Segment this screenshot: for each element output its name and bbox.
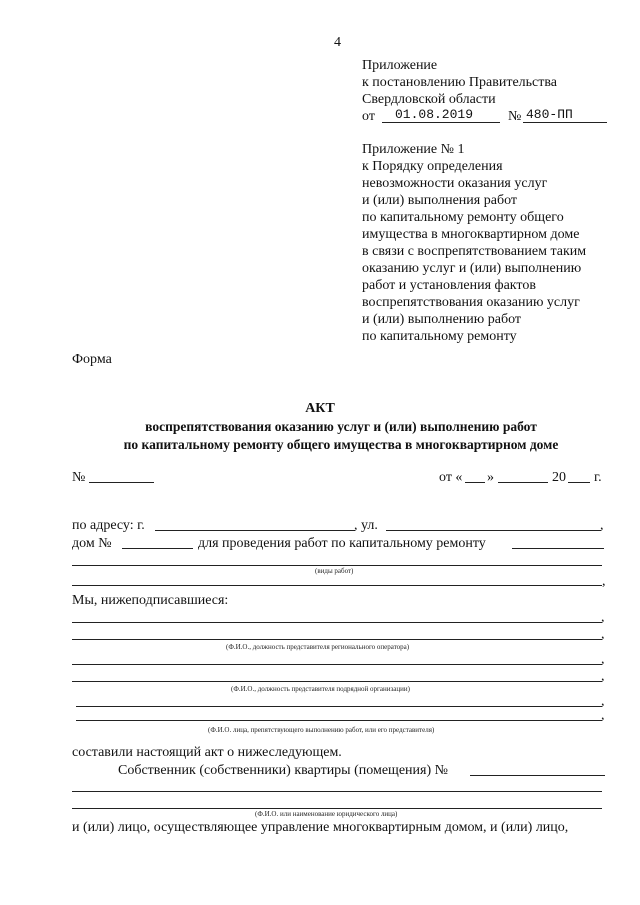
annex-1-line: по капитальному ремонту (362, 329, 517, 344)
works-comma: , (602, 574, 606, 589)
city-field (155, 530, 355, 531)
act-title: АКТ (305, 401, 335, 416)
date-from-label: от « (439, 470, 463, 485)
annex-top-line: Приложение (362, 58, 438, 73)
works-field-2 (72, 585, 602, 586)
day-field (465, 482, 485, 483)
annex-1-line: в связи с воспрепятствованием таким (362, 244, 587, 259)
form-label: Форма (72, 352, 112, 367)
annex-1-line: и (или) выполнения работ (362, 193, 517, 208)
street-field (386, 530, 601, 531)
annex-1-line: работ и установления фактов (362, 278, 536, 293)
annex-date-prefix: от (362, 109, 375, 124)
owner-number-field (470, 775, 605, 776)
street-comma: , (600, 518, 604, 533)
annex-1-line: воспрепятствования оказанию услуг (362, 295, 580, 310)
annex-1-line: имущества в многоквартирном доме (362, 227, 580, 242)
contractor-field-1 (72, 664, 602, 665)
annex-1-line: оказанию услуг и (или) выполнению (362, 261, 582, 276)
annex-1-line: невозможности оказания услуг (362, 176, 548, 191)
page-number: 4 (334, 35, 341, 50)
regional-comma-1: , (601, 610, 605, 625)
caption-contractor: (Ф.И.О., должность представителя подрядной организации) (231, 685, 410, 693)
annex-1-line: и (или) выполнению работ (362, 312, 522, 327)
street-label: , ул. (354, 518, 378, 533)
regional-field-2 (72, 639, 602, 640)
year-field (568, 482, 590, 483)
act-number-label: № (72, 470, 86, 485)
caption-works: (виды работ) (315, 567, 354, 575)
annex-1-line: Приложение № 1 (362, 142, 465, 157)
caption-regional: (Ф.И.О., должность представителя регионального оператора) (226, 643, 410, 651)
caption-obstructor: (Ф.И.О. лица, препятствующего выполнению работ, или его представителя) (208, 726, 435, 734)
purpose-field (512, 548, 604, 549)
annex-number-underline (523, 122, 607, 123)
annex-top-line: к постановлению Правительства (362, 75, 558, 90)
regional-comma-2: , (601, 627, 605, 642)
owner-field-1 (72, 791, 602, 792)
house-field (122, 548, 193, 549)
year-prefix: 20 (552, 470, 566, 485)
house-label: дом № (72, 536, 112, 551)
date-close-quote: » (487, 470, 494, 485)
annex-number-value: 480-ПП (526, 107, 573, 122)
year-suffix: г. (594, 470, 602, 485)
obstructor-field-2 (76, 720, 602, 721)
works-field-1 (72, 565, 602, 566)
obstructor-field-1 (76, 706, 602, 707)
annex-top (362, 57, 557, 108)
drew-up-text: составили настоящий акт о нижеследующем. (72, 745, 342, 760)
annex-date-underline (382, 122, 500, 123)
act-subtitle-2: по капитальному ремонту общего имущества в многоквартирном доме (123, 437, 559, 452)
annex-top-line: Свердловской области (362, 92, 496, 107)
contractor-field-2 (72, 681, 602, 682)
obstructor-comma-1: , (601, 694, 605, 709)
caption-owner: (Ф.И.О. или наименование юридического лица) (255, 810, 398, 818)
we-undersigned: Мы, нижеподписавшиеся: (72, 593, 229, 608)
obstructor-comma-2: , (601, 708, 605, 723)
annex-date-value: 01.08.2019 (395, 107, 474, 122)
annex-number-prefix: № (508, 109, 522, 124)
purpose-text: для проведения работ по капитальному ремонту (198, 536, 486, 551)
regional-field-1 (72, 622, 602, 623)
annex-1 (362, 141, 586, 345)
act-subtitle-1: воспрепятствования оказанию услуг и (или) выполнению работ (145, 419, 537, 434)
act-number-field (89, 482, 154, 483)
address-label: по адресу: г. (72, 518, 145, 533)
contractor-comma-1: , (601, 652, 605, 667)
owner-field-2 (72, 808, 602, 809)
contractor-comma-2: , (601, 669, 605, 684)
month-field (498, 482, 548, 483)
annex-1-line: по капитальному ремонту общего (362, 210, 564, 225)
annex-1-line: к Порядку определения (362, 159, 503, 174)
last-line: и (или) лицо, осуществляющее управление многоквартирным домом, и (или) лицо, (72, 820, 569, 835)
owner-text: Собственник (собственники) квартиры (помещения) № (118, 763, 448, 778)
